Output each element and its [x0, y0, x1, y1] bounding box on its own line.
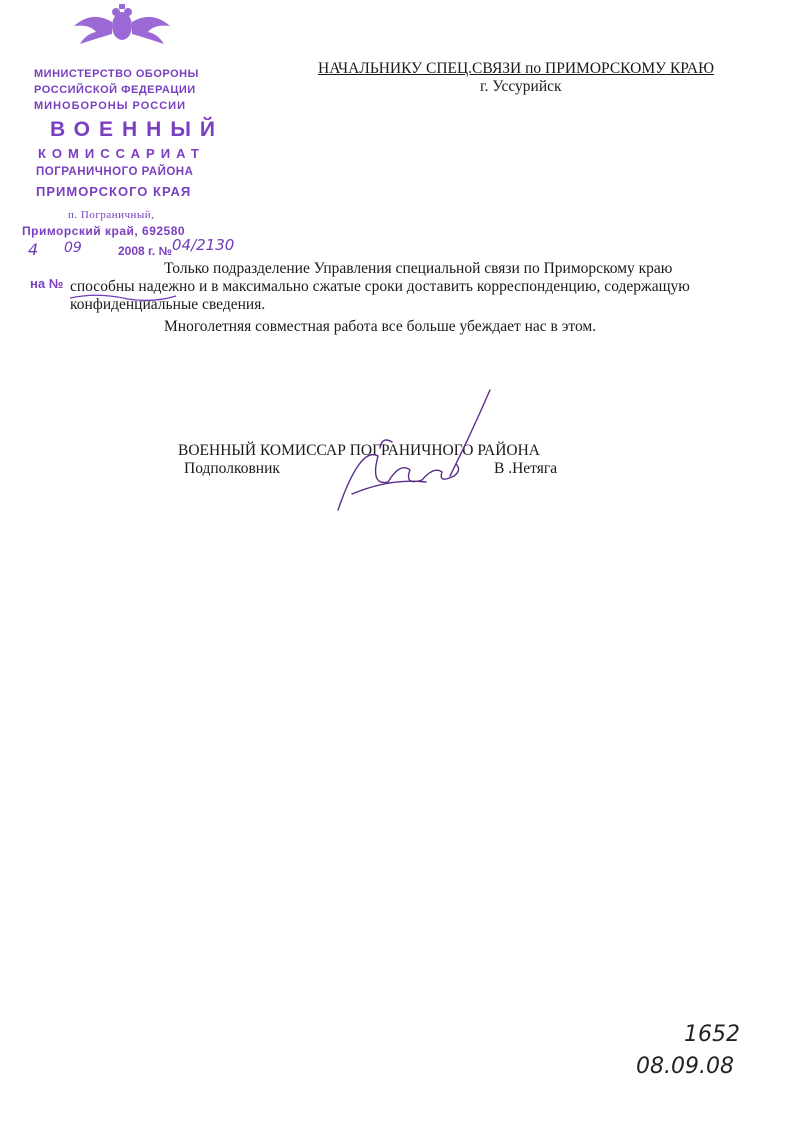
stamp-line: МИНИСТЕРСТВО ОБОРОНЫ	[34, 68, 199, 80]
incoming-number: 1652	[684, 1022, 740, 1047]
outgoing-year-label: 2008 г. №	[118, 244, 172, 258]
body-paragraph-1-line-3: конфиденциальные сведения.	[70, 296, 266, 313]
stamp-line: РОССИЙСКОЙ ФЕДЕРАЦИИ	[34, 84, 196, 96]
stamp-line: п. Пограничный,	[68, 209, 155, 221]
stamp-line: КОМИССАРИАТ	[38, 146, 205, 161]
incoming-date: 08.09.08	[636, 1054, 734, 1079]
outgoing-date-day: 4	[28, 240, 39, 259]
reference-label: на №	[30, 276, 64, 291]
signatory-rank: Подполковник	[184, 460, 280, 477]
double-headed-eagle-emblem	[72, 4, 172, 48]
body-paragraph-1-line-1: Только подразделение Управления специальной связи по Приморскому краю	[164, 260, 673, 277]
stamp-line: ПОГРАНИЧНОГО РАЙОНА	[36, 166, 194, 178]
outgoing-number: 04/2130	[172, 236, 235, 254]
addressee-title: НАЧАЛЬНИКУ СПЕЦ.СВЯЗИ по ПРИМОРСКОМУ КРАЮ	[318, 60, 715, 77]
addressee-city: г. Уссурийск	[480, 78, 562, 95]
body-paragraph-2: Многолетняя совместная работа все больше убеждает нас в этом.	[164, 318, 597, 335]
handwritten-signature	[330, 386, 500, 516]
stamp-line: ВОЕННЫЙ	[50, 118, 224, 141]
stamp-line: ПРИМОРСКОГО КРАЯ	[36, 184, 192, 199]
body-paragraph-1-line-2: способны надежно и в максимально сжатые сроки доставить корреспонденцию, содержащую	[70, 278, 690, 295]
signatory-name: В .Нетяга	[494, 460, 558, 477]
stamp-line: МИНОБОРОНЫ РОССИИ	[34, 100, 186, 112]
signatory-position: ВОЕННЫЙ КОМИССАР ПОГРАНИЧНОГО РАЙОНА	[178, 442, 540, 459]
outgoing-date-month: 09	[64, 240, 82, 256]
stamp-line: Приморский край, 692580	[22, 224, 186, 238]
